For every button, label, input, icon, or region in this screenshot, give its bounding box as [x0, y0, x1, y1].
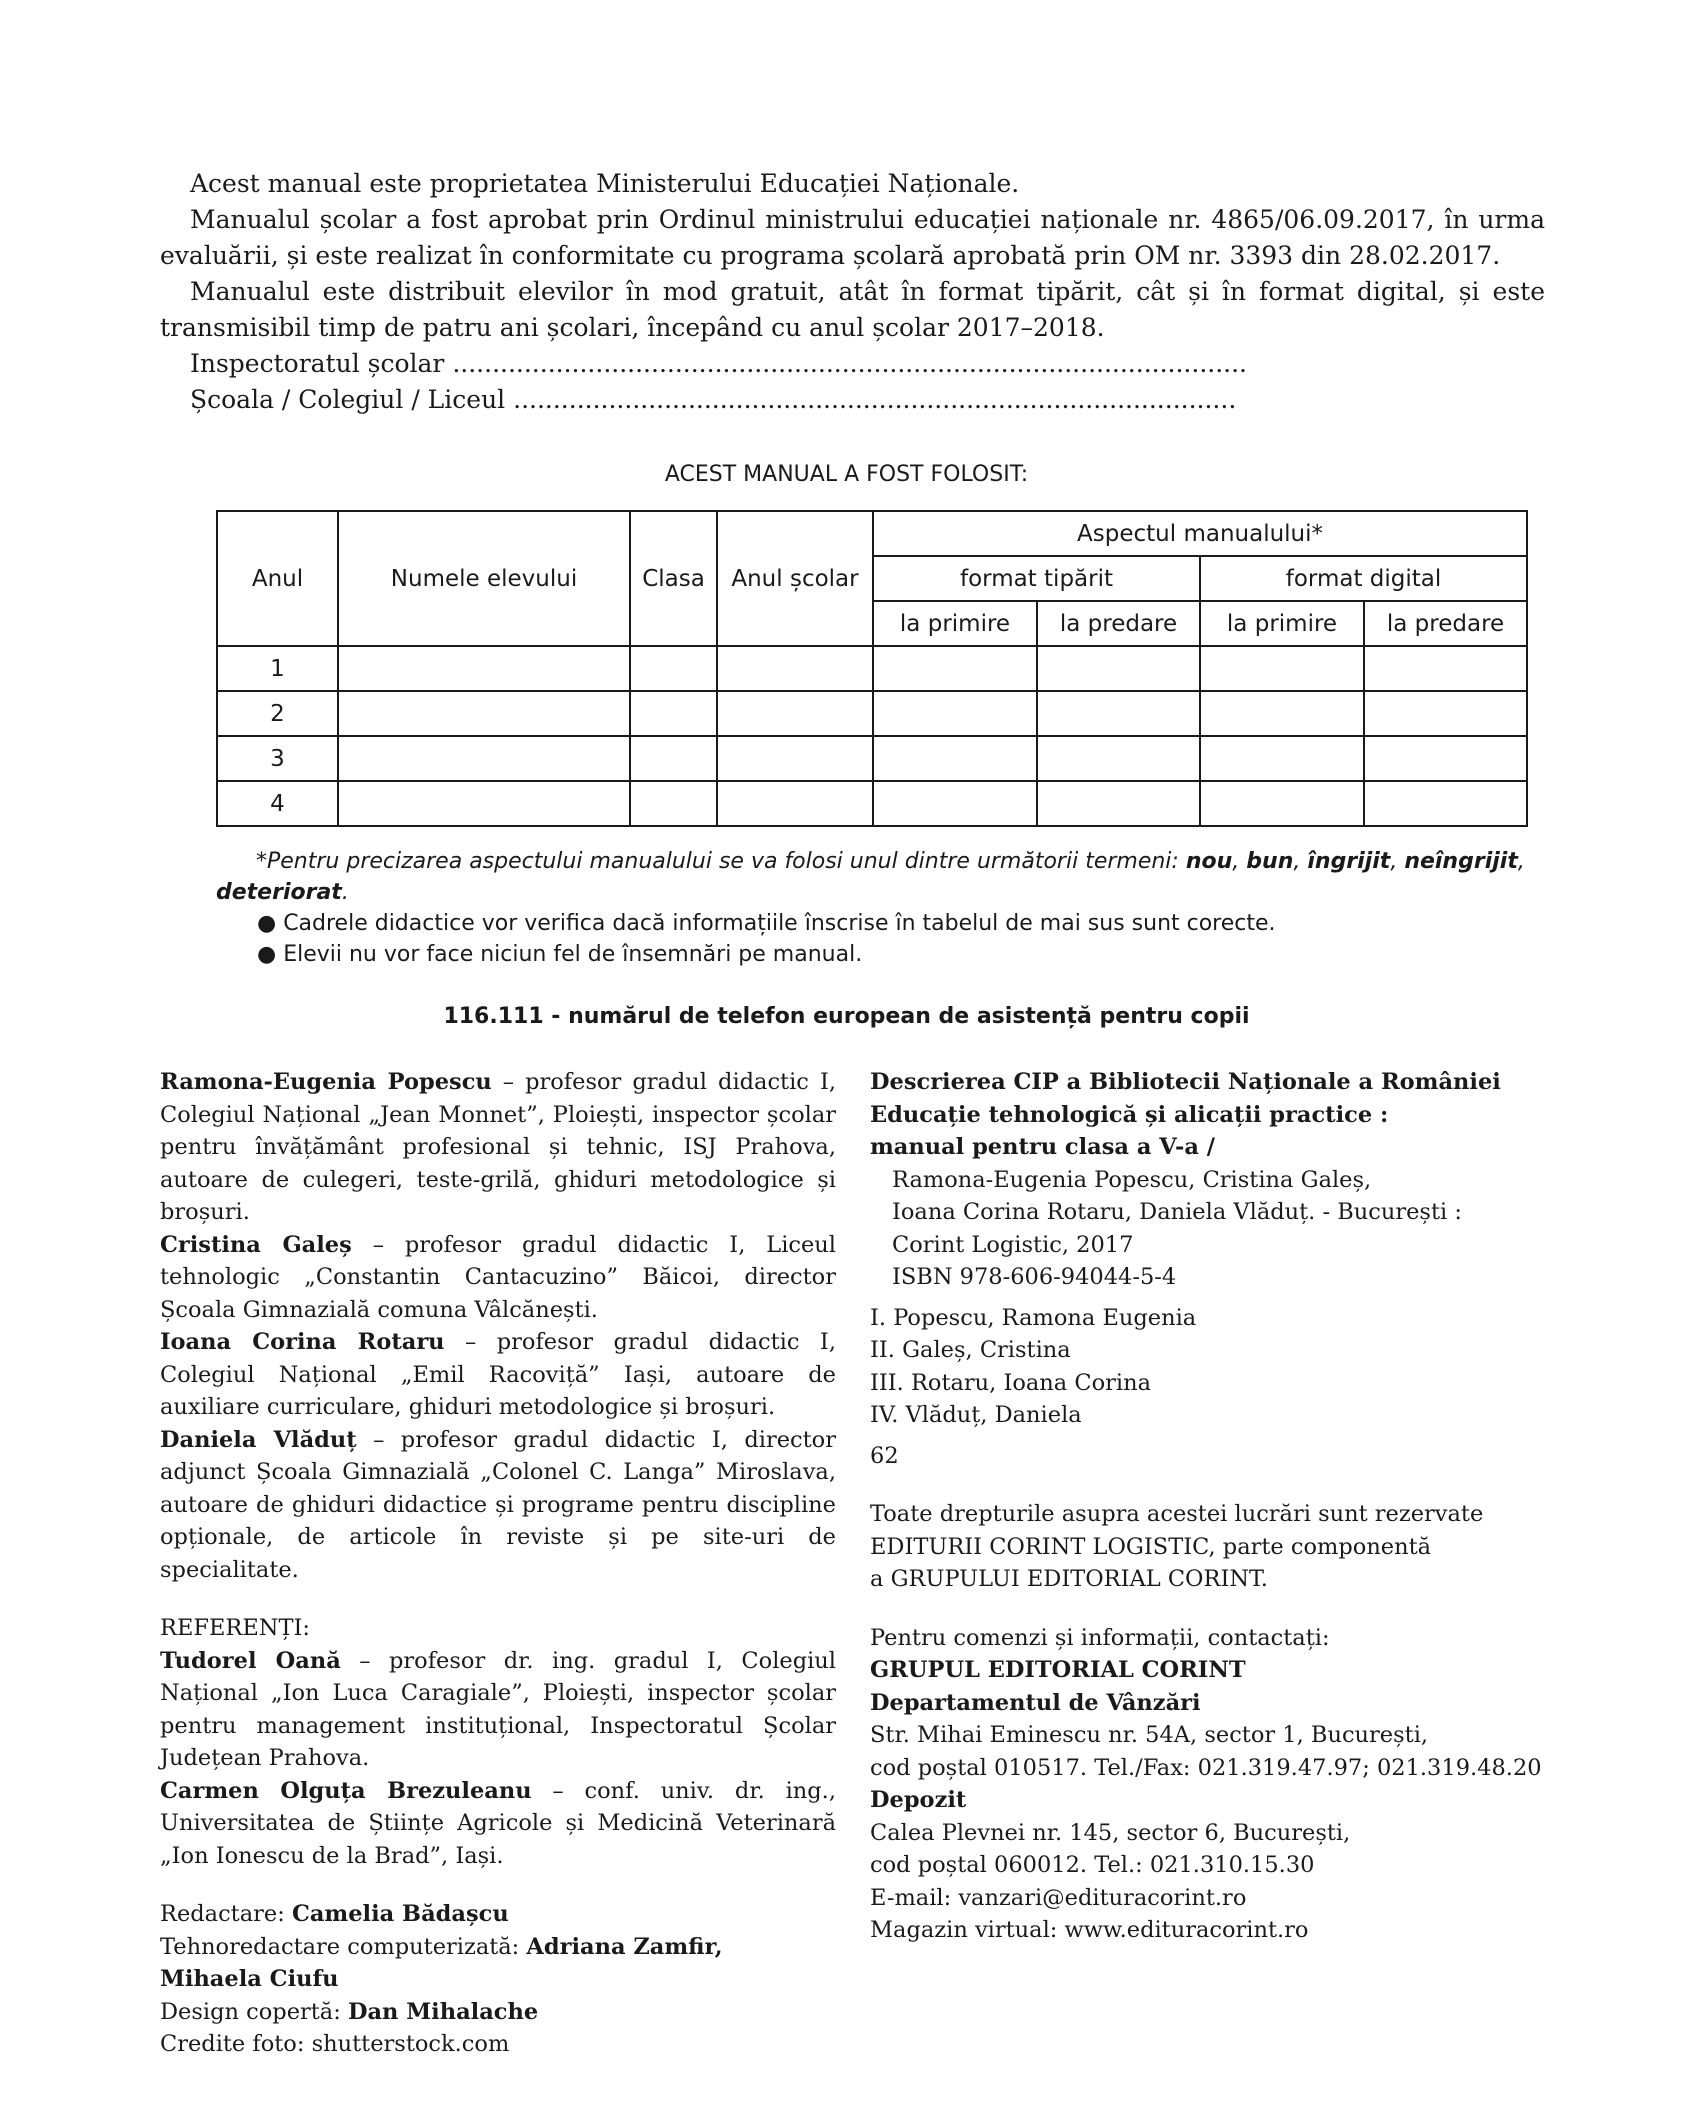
photo-credits: Credite foto: shutterstock.com — [160, 2031, 510, 2057]
index-entry: III. Rotaru, Ioana Corina — [870, 1369, 1151, 1396]
table-title: ACEST MANUAL A FOST FOLOSIT: — [664, 462, 1029, 487]
empty-cell — [1364, 691, 1527, 736]
author-bio: – profesor gradul didactic I, Liceul tehnologic „Constantin Cantacuzino” Băicoi, director Școala Gimnazială comuna Vâlcănești. — [160, 1231, 836, 1323]
bullet-teachers: ● Cadrele didactice vor verifica dacă informațiile înscrise în tabelul de mai sus sunt corecte. — [257, 911, 1276, 936]
table-row — [217, 781, 1527, 826]
empty-cell — [717, 781, 873, 826]
separator: , — [1390, 849, 1405, 874]
note-text: *Pentru precizarea aspectului manualului se va folosi unul dintre următorii termeni: — [256, 849, 1186, 874]
cip-heading-text: Descrierea CIP a Bibliotecii Naționale a României — [870, 1069, 1501, 1095]
reviewer-bio: – profesor dr. ing. gradul I, Colegiul Național „Ion Luca Caragiale”, Ploiești, inspector școlar pentru management instituțional, Inspectoratul Școlar Județean Prahova. — [160, 1647, 836, 1771]
header-anul-scolar: Anul școlar — [717, 511, 873, 646]
period: . — [341, 880, 349, 905]
empty-cell — [630, 781, 717, 826]
website-line: Magazin virtual: www.edituracorint.ro — [870, 1917, 1309, 1943]
design-label: Design copertă: — [160, 1998, 348, 2025]
header-format-tiparit: format tipărit — [873, 556, 1200, 601]
empty-cell — [338, 736, 630, 781]
intro-text — [160, 166, 1545, 418]
empty-cell — [338, 781, 630, 826]
empty-cell — [1200, 781, 1364, 826]
empty-cell — [1364, 646, 1527, 691]
reviewer-name: Carmen Olguța Brezuleanu — [160, 1777, 532, 1804]
empty-cell — [630, 646, 717, 691]
header-la-predare: la predare — [1037, 601, 1200, 646]
empty-cell — [338, 691, 630, 736]
row-number: 2 — [217, 691, 338, 736]
redactare-value: Camelia Bădașcu — [291, 1901, 509, 1927]
author-entry — [160, 1326, 836, 1424]
empty-cell — [873, 781, 1037, 826]
tehnoredactare-value: Adriana Zamfir, — [526, 1933, 723, 1960]
header-clasa: Clasa — [630, 511, 717, 646]
reviewer-entry — [160, 1645, 836, 1775]
term-deteriorat: deteriorat — [216, 880, 342, 905]
book-subtitle-text: manual pentru clasa a V-a / — [870, 1134, 1216, 1160]
empty-cell — [1037, 691, 1200, 736]
tehnoredactare-label: Tehnoredactare computerizată: — [160, 1933, 527, 1960]
bullet-students: ● Elevii nu vor face niciun fel de însemnări pe manual. — [257, 942, 863, 967]
cip-column — [870, 1066, 1550, 1947]
address-line: cod poștal 060012. Tel.: 021.310.15.30 — [870, 1852, 1315, 1878]
address-line: Calea Plevnei nr. 145, sector 6, București, — [870, 1819, 1351, 1846]
email-line: E-mail: vanzari@edituracorint.ro — [870, 1884, 1247, 1911]
header-la-primire: la primire — [1200, 601, 1364, 646]
referenti-label: REFERENȚI: — [160, 1615, 310, 1641]
tehnoredactare-value-2: Mihaela Ciufu — [160, 1966, 339, 1992]
index-entry: IV. Vlăduț, Daniela — [870, 1402, 1082, 1428]
table-row — [217, 691, 1527, 736]
empty-cell — [873, 736, 1037, 781]
table-row — [217, 646, 1527, 691]
contact-intro: Pentru comenzi și informații, contactați: — [870, 1624, 1330, 1651]
publisher-name-text: GRUPUL EDITORIAL CORINT — [870, 1657, 1246, 1683]
header-format-digital: format digital — [1200, 556, 1527, 601]
approval-line: Manualul școlar a fost aprobat prin Ordinul ministrului educației naționale nr. 4865/06.09.2017, în urma evaluării, și este realizat în conformitate cu programa școlară aprobată prin OM nr. 3393 din 28.02.2017. — [160, 205, 1545, 270]
separator: , — [1517, 849, 1525, 874]
empty-cell — [1364, 781, 1527, 826]
author-entry — [160, 1424, 836, 1587]
empty-cell — [1200, 646, 1364, 691]
header-la-predare: la predare — [1364, 601, 1527, 646]
reviewer-bio: – conf. univ. dr. ing., Universitatea de Științe Agricole și Medicină Veterinară „Ion Ionescu de la Brad”, Iași. — [160, 1777, 836, 1869]
tehnoredactare-line — [160, 1931, 836, 1964]
book-subtitle — [870, 1131, 1550, 1164]
term-neingrijit: neîngrijit — [1404, 849, 1518, 874]
design-line — [160, 1996, 836, 2029]
depozit-label-text: Depozit — [870, 1787, 967, 1813]
empty-cell — [873, 646, 1037, 691]
header-anul: Anul — [217, 511, 338, 646]
book-title — [870, 1099, 1550, 1132]
inspectorate-line: Inspectoratul școlar .................................................................................................... — [190, 349, 1248, 378]
publisher-name — [870, 1654, 1550, 1687]
footnote — [216, 846, 1526, 970]
term-bun: bun — [1246, 849, 1294, 874]
address-line: Str. Mihai Eminescu nr. 54A, sector 1, București, — [870, 1722, 1429, 1748]
redactare-label: Redactare: — [160, 1901, 292, 1927]
sales-department — [870, 1687, 1550, 1720]
isbn: ISBN 978-606-94044-5-4 — [892, 1264, 1177, 1290]
rights-line: a GRUPULUI EDITORIAL CORINT. — [870, 1566, 1268, 1592]
author-name: Ramona-Eugenia Popescu — [160, 1069, 492, 1095]
empty-cell — [717, 691, 873, 736]
empty-cell — [1364, 736, 1527, 781]
cip-line: Corint Logistic, 2017 — [892, 1231, 1134, 1258]
empty-cell — [717, 646, 873, 691]
empty-cell — [338, 646, 630, 691]
header-aspect: Aspectul manualului* — [873, 511, 1527, 556]
reviewer-name: Tudorel Oană — [160, 1647, 341, 1674]
author-name: Cristina Galeș — [160, 1231, 352, 1258]
author-bio: – profesor gradul didactic I, director adjunct Școala Gimnazială „Colonel C. Langa” Miroslava, autoare de ghiduri didactice și programe pentru discipline opționale, de articole în reviste și pe site-uri de specialitate. — [160, 1426, 836, 1583]
row-number: 1 — [217, 646, 338, 691]
header-numele-elevului: Numele elevului — [338, 511, 630, 646]
book-title-text: Educație tehnologică și alicații practice : — [870, 1101, 1389, 1128]
empty-cell — [1200, 691, 1364, 736]
authors-column — [160, 1066, 836, 2061]
redactare-line — [160, 1898, 836, 1931]
index-entry: II. Galeș, Cristina — [870, 1337, 1071, 1363]
row-number: 4 — [217, 781, 338, 826]
empty-cell — [873, 691, 1037, 736]
separator: , — [1293, 849, 1308, 874]
header-la-primire: la primire — [873, 601, 1037, 646]
sales-department-text: Departamentul de Vânzări — [870, 1689, 1201, 1716]
empty-cell — [630, 691, 717, 736]
author-bio: – profesor gradul didactic I, Colegiul Național „Jean Monnet”, Ploiești, inspector școlar pentru învățământ profesional și tehnic, ISJ Prahova, autoare de culegeri, teste-grilă, ghiduri metodologice și broșuri. — [160, 1069, 836, 1225]
helpline: 116.111 - numărul de telefon european de asistență pentru copii — [443, 1004, 1250, 1029]
row-number: 3 — [217, 736, 338, 781]
school-line: Școala / Colegiul / Liceul ........................................................................................... — [190, 385, 1237, 414]
author-bio: – profesor gradul didactic I, Colegiul Național „Emil Racoviță” Iași, autoare de auxiliare curriculare, ghiduri metodologice și broșuri. — [160, 1329, 836, 1420]
tehnoredactare-line-2 — [160, 1963, 836, 1996]
aspect-note — [216, 846, 1526, 908]
separator: , — [1232, 849, 1247, 874]
ownership-line: Acest manual este proprietatea Ministerului Educației Naționale. — [190, 169, 1020, 198]
rights-line: Toate drepturile asupra acestei lucrări sunt rezervate — [870, 1501, 1484, 1527]
empty-cell — [1037, 736, 1200, 781]
empty-cell — [1037, 781, 1200, 826]
author-entry — [160, 1066, 836, 1229]
index-entry: I. Popescu, Ramona Eugenia — [870, 1304, 1197, 1331]
empty-cell — [717, 736, 873, 781]
address-line: cod poștal 010517. Tel./Fax: 021.319.47.97; 021.319.48.20 — [870, 1754, 1542, 1781]
empty-cell — [1200, 736, 1364, 781]
table-row — [217, 736, 1527, 781]
depozit-label — [870, 1784, 1550, 1817]
cip-line: Ioana Corina Rotaru, Daniela Vlăduț. - București : — [892, 1199, 1462, 1225]
rights-line: EDITURII CORINT LOGISTIC, parte componentă — [870, 1533, 1432, 1560]
author-name: Daniela Vlăduț — [160, 1426, 357, 1453]
term-ingrijit: îngrijit — [1307, 849, 1391, 874]
usage-table — [216, 510, 1528, 827]
author-name: Ioana Corina Rotaru — [160, 1329, 445, 1355]
cip-heading — [870, 1066, 1550, 1099]
empty-cell — [1037, 646, 1200, 691]
classification-number: 62 — [870, 1442, 899, 1469]
cip-line: Ramona-Eugenia Popescu, Cristina Galeș, — [892, 1166, 1372, 1193]
distribution-line: Manualul este distribuit elevilor în mod gratuit, atât în format tipărit, cât și în format digital, și este transmisibil timp de patru ani școlari, începând cu anul școlar 2017–2018. — [160, 277, 1545, 342]
term-nou: nou — [1185, 849, 1233, 874]
empty-cell — [630, 736, 717, 781]
design-value: Dan Mihalache — [347, 1998, 539, 2025]
reviewer-entry — [160, 1775, 836, 1873]
author-entry — [160, 1229, 836, 1327]
